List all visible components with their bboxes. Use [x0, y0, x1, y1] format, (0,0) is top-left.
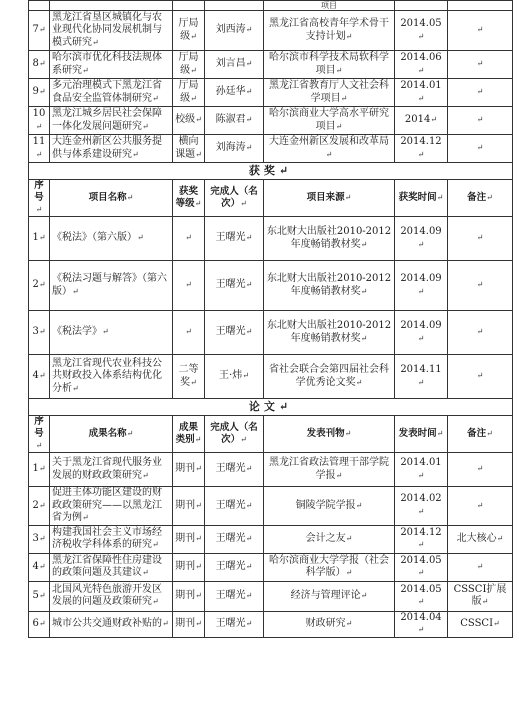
table-row: [29, 487, 513, 526]
header-name: 项目名称↵: [50, 180, 173, 217]
return-mark-icon: ↵: [360, 333, 368, 343]
return-mark-icon: ↵: [162, 618, 169, 628]
return-mark-icon: ↵: [35, 121, 43, 131]
return-mark-icon: ↵: [245, 143, 253, 153]
papers-note: [448, 453, 513, 487]
papers-name: 北国风光特色旅游开发区发展的问题及政策研究↵: [50, 581, 173, 611]
project-note: [448, 11, 513, 51]
papers-name: 关于黑龙江省现代服务业发展的财政政策研究↵: [50, 453, 173, 487]
return-mark-icon: ↵: [245, 533, 253, 543]
header-time: 获奖时间↵: [395, 180, 448, 217]
return-mark-icon: ↵: [476, 500, 484, 510]
papers-note: CSSCI↵: [448, 611, 513, 637]
return-mark-icon: ↵: [360, 286, 368, 296]
papers-note: [448, 487, 513, 526]
return-mark-icon: ↵: [417, 506, 425, 516]
row-number: 7↵: [29, 11, 50, 51]
return-mark-icon: ↵: [185, 327, 192, 337]
return-mark-icon: ↵: [195, 115, 202, 125]
return-mark-icon: ↵: [240, 199, 247, 208]
return-mark-icon: ↵: [335, 121, 343, 131]
papers-person: 王曙光↵: [205, 611, 264, 637]
return-mark-icon: ↵: [82, 65, 89, 75]
project-time: 2014.12↵: [395, 135, 448, 163]
project-level: 横向课题↵: [173, 135, 205, 163]
return-mark-icon: ↵: [38, 533, 46, 543]
row-number: 9↵: [29, 79, 50, 107]
papers-person: 王曙光↵: [205, 581, 264, 611]
return-mark-icon: ↵: [38, 87, 46, 97]
project-person: 刘西涛↵: [205, 11, 264, 51]
return-mark-icon: ↵: [38, 618, 46, 628]
project-level: 校级↵: [173, 107, 205, 135]
awards-level: 二等奖↵: [173, 355, 205, 399]
achievement-table: [28, 0, 513, 638]
return-mark-icon: ↵: [476, 280, 484, 290]
awards-no: 4↵: [29, 355, 50, 399]
return-mark-icon: ↵: [345, 31, 353, 41]
return-mark-icon: ↵: [493, 618, 500, 628]
return-mark-icon: ↵: [335, 470, 343, 480]
return-mark-icon: ↵: [82, 513, 89, 522]
return-mark-icon: ↵: [360, 239, 368, 249]
row-number: 10↵: [29, 107, 50, 135]
papers-source: 财政研究↵: [264, 611, 395, 637]
header-person: 完成人（名次）↵: [205, 416, 264, 453]
awards-no: 3↵: [29, 311, 50, 355]
return-mark-icon: ↵: [242, 371, 249, 381]
return-mark-icon: ↵: [245, 618, 253, 628]
fragment-cell: [395, 1, 448, 11]
return-mark-icon: ↵: [38, 561, 46, 571]
fragment-cell: [173, 1, 205, 11]
table-row: [29, 1, 513, 11]
papers-source: 铜陵学院学报↵: [264, 487, 395, 526]
papers-level: 期刊↵: [173, 525, 205, 553]
project-note: [448, 79, 513, 107]
return-mark-icon: ↵: [190, 377, 197, 387]
return-mark-icon: ↵: [345, 568, 353, 577]
awards-name: 黑龙江省现代农业科技公共财政投入体系结构优化分析↵: [50, 355, 173, 399]
return-mark-icon: ↵: [152, 93, 159, 103]
papers-section-title: 论文↵: [29, 399, 513, 416]
awards-time: 2014.09↵: [395, 217, 448, 261]
project-level: 厅局级↵: [173, 51, 205, 79]
return-mark-icon: ↵: [476, 115, 484, 125]
return-mark-icon: ↵: [38, 500, 46, 510]
return-mark-icon: ↵: [345, 618, 353, 628]
papers-name: 城市公共交通财政补贴的↵: [50, 611, 173, 637]
return-mark-icon: ↵: [190, 31, 197, 41]
return-mark-icon: ↵: [245, 464, 253, 474]
papers-name: 黑龙江省保障性住房建设的政策问题及其建议↵: [50, 553, 173, 581]
return-mark-icon: ↵: [417, 625, 425, 634]
return-mark-icon: ↵: [476, 233, 484, 243]
fragment-cell: [50, 1, 173, 11]
papers-level: 期刊↵: [173, 581, 205, 611]
project-name: 多元治理模式下黑龙江省食品安全监管体制研究↵: [50, 79, 173, 107]
return-mark-icon: ↵: [38, 280, 46, 290]
return-mark-icon: ↵: [38, 464, 46, 474]
header-person: 完成人（名次）↵: [205, 180, 264, 217]
papers-person: 王曙光↵: [205, 525, 264, 553]
return-mark-icon: ↵: [335, 65, 343, 75]
return-mark-icon: ↵: [355, 500, 363, 510]
papers-level: 期刊↵: [173, 453, 205, 487]
return-mark-icon: ↵: [126, 429, 134, 438]
return-mark-icon: ↵: [185, 233, 192, 243]
return-mark-icon: ↵: [38, 25, 46, 35]
return-mark-icon: ↵: [152, 597, 159, 606]
project-level: 厅局级↵: [173, 11, 205, 51]
project-source: 哈尔滨商业大学高水平研究项目↵: [264, 107, 395, 135]
awards-header-row: [29, 180, 513, 217]
return-mark-icon: ↵: [72, 286, 79, 296]
return-mark-icon: ↵: [417, 568, 425, 577]
awards-time: 2014.11↵: [395, 355, 448, 399]
return-mark-icon: ↵: [340, 93, 348, 103]
awards-level: [173, 261, 205, 311]
project-name: 黑龙江城乡居民社会保障一体化发展问题研究↵: [50, 107, 173, 135]
project-person: 陈淑君↵: [205, 107, 264, 135]
awards-person: 王曙光↵: [205, 217, 264, 261]
papers-level: 期刊↵: [173, 611, 205, 637]
return-mark-icon: ↵: [345, 533, 353, 543]
return-mark-icon: ↵: [476, 87, 484, 97]
return-mark-icon: ↵: [344, 429, 352, 438]
return-mark-icon: ↵: [194, 435, 202, 444]
return-mark-icon: ↵: [344, 193, 352, 202]
papers-no: 2↵: [29, 487, 50, 526]
return-mark-icon: ↵: [476, 464, 484, 474]
return-mark-icon: ↵: [496, 533, 504, 543]
awards-source: 东北财大出版社2010-2012年度畅销教材奖↵: [264, 311, 395, 355]
return-mark-icon: ↵: [417, 65, 425, 75]
papers-section-title-row: [29, 399, 513, 416]
return-mark-icon: ↵: [355, 377, 363, 387]
papers-note: [448, 553, 513, 581]
header-note: 备注↵: [448, 180, 513, 217]
row-number: 8↵: [29, 51, 50, 79]
table-row: [29, 553, 513, 581]
papers-level: 期刊↵: [173, 553, 205, 581]
awards-source: 东北财大出版社2010-2012年度畅销教材奖↵: [264, 261, 395, 311]
return-mark-icon: ↵: [38, 233, 46, 243]
papers-note: CSSCI扩展版↵: [448, 581, 513, 611]
return-mark-icon: ↵: [245, 115, 253, 125]
table-row: [29, 217, 513, 261]
awards-no: 2↵: [29, 261, 50, 311]
project-name: 黑龙江省垦区城镇化与农业现代化协同发展机制与模式研究↵: [50, 11, 173, 51]
table-row: [29, 11, 513, 51]
project-source: 哈尔滨市科学技术局软科学项目↵: [264, 51, 395, 79]
awards-time: 2014.09↵: [395, 261, 448, 311]
return-mark-icon: ↵: [137, 233, 144, 243]
papers-name: 促进主体功能区建设的财政政策研究——以黑龙江省为例↵: [50, 487, 173, 526]
return-mark-icon: ↵: [245, 233, 253, 243]
return-mark-icon: ↵: [195, 500, 202, 510]
header-time: 发表时间↵: [395, 416, 448, 453]
return-mark-icon: ↵: [35, 441, 43, 450]
awards-section-title: 获奖↵: [29, 163, 513, 180]
return-mark-icon: ↵: [142, 470, 149, 480]
return-mark-icon: ↵: [417, 333, 425, 343]
awards-source: 省社会联合会第四届社会科学优秀论文奖↵: [264, 355, 395, 399]
project-name: 大连金州新区公共服务提供与体系建设研究↵: [50, 135, 173, 163]
project-source: 黑龙江省教育厅人文社会科学项目↵: [264, 79, 395, 107]
return-mark-icon: ↵: [417, 31, 425, 41]
return-mark-icon: ↵: [245, 280, 253, 290]
awards-note: [448, 355, 513, 399]
return-mark-icon: ↵: [38, 590, 46, 600]
table-body: [29, 1, 513, 638]
header-source: 项目来源↵: [264, 180, 395, 217]
table-row: [29, 311, 513, 355]
table-row: [29, 107, 513, 135]
awards-note: [448, 261, 513, 311]
return-mark-icon: ↵: [194, 199, 202, 208]
return-mark-icon: ↵: [195, 561, 202, 571]
awards-source: 东北财大出版社2010-2012年度畅销教材奖↵: [264, 217, 395, 261]
return-mark-icon: ↵: [417, 149, 425, 159]
papers-no: 4↵: [29, 553, 50, 581]
papers-no: 5↵: [29, 581, 50, 611]
table-row: [29, 453, 513, 487]
header-source: 发表刊物↵: [264, 416, 395, 453]
return-mark-icon: ↵: [245, 327, 253, 337]
papers-source: 经济与管理评论↵: [264, 581, 395, 611]
papers-source: 会计之友↵: [264, 525, 395, 553]
papers-no: 6↵: [29, 611, 50, 637]
fragment-cell: 项目: [264, 1, 395, 11]
awards-person: 王·炜↵: [205, 355, 264, 399]
awards-name: 《税法习题与解答》（第六版）↵: [50, 261, 173, 311]
return-mark-icon: ↵: [195, 590, 202, 600]
header-level: 获奖等级↵: [173, 180, 205, 217]
table-row: [29, 355, 513, 399]
papers-time: 2014.05↵: [395, 553, 448, 581]
papers-time: 2014.04↵: [395, 611, 448, 637]
return-mark-icon: ↵: [38, 327, 46, 337]
return-mark-icon: ↵: [360, 590, 368, 600]
project-source: 大连金州新区发展和改革局↵: [264, 135, 395, 163]
papers-time: 2014.12↵: [395, 525, 448, 553]
table-row: [29, 135, 513, 163]
awards-level: [173, 311, 205, 355]
return-mark-icon: ↵: [430, 115, 438, 125]
project-source: 黑龙江省高校青年学术骨干支持计划↵: [264, 11, 395, 51]
return-mark-icon: ↵: [152, 540, 159, 549]
return-mark-icon: ↵: [476, 561, 484, 571]
project-note: [448, 51, 513, 79]
header-no: 序号↵: [29, 180, 50, 217]
papers-source: 黑龙江省政法管理干部学院学报↵: [264, 453, 395, 487]
return-mark-icon: ↵: [190, 65, 197, 75]
return-mark-icon: ↵: [436, 193, 444, 202]
row-number: 11↵: [29, 135, 50, 163]
return-mark-icon: ↵: [245, 500, 253, 510]
return-mark-icon: ↵: [476, 143, 484, 153]
return-mark-icon: ↵: [240, 435, 247, 444]
return-mark-icon: ↵: [35, 149, 43, 159]
return-mark-icon: ↵: [35, 205, 43, 214]
awards-time: 2014.09↵: [395, 311, 448, 355]
papers-level: 期刊↵: [173, 487, 205, 526]
return-mark-icon: ↵: [190, 93, 197, 103]
header-note: 备注↵: [448, 416, 513, 453]
papers-time: 2014.05↵: [395, 581, 448, 611]
papers-person: 王曙光↵: [205, 487, 264, 526]
return-mark-icon: ↵: [417, 470, 425, 480]
return-mark-icon: ↵: [142, 568, 149, 577]
return-mark-icon: ↵: [417, 540, 425, 549]
awards-level: [173, 217, 205, 261]
fragment-cell: [29, 1, 50, 11]
return-mark-icon: ↵: [476, 327, 484, 337]
return-mark-icon: ↵: [195, 464, 202, 474]
project-time: 2014.05↵: [395, 11, 448, 51]
project-person: 刘言昌↵: [205, 51, 264, 79]
return-mark-icon: ↵: [417, 597, 425, 606]
awards-name: 《税法学》↵: [50, 311, 173, 355]
return-mark-icon: ↵: [325, 149, 333, 159]
project-time: 2014.01↵: [395, 79, 448, 107]
return-mark-icon: ↵: [195, 618, 202, 628]
return-mark-icon: ↵: [72, 383, 79, 393]
return-mark-icon: ↵: [417, 93, 425, 103]
table-row: [29, 581, 513, 611]
return-mark-icon: ↵: [142, 121, 149, 131]
awards-person: 王曙光↵: [205, 261, 264, 311]
papers-time: 2014.02↵: [395, 487, 448, 526]
return-mark-icon: ↵: [417, 286, 425, 296]
project-note: [448, 107, 513, 135]
return-mark-icon: ↵: [132, 149, 139, 159]
table-row: [29, 611, 513, 637]
return-mark-icon: ↵: [245, 25, 253, 35]
return-mark-icon: ↵: [486, 429, 493, 438]
papers-no: 3↵: [29, 525, 50, 553]
return-mark-icon: ↵: [195, 533, 202, 543]
papers-person: 王曙光↵: [205, 453, 264, 487]
table-row: [29, 51, 513, 79]
papers-source: 哈尔滨商业大学学报（社会科学版）↵: [264, 553, 395, 581]
papers-note: 北大核心↵: [448, 525, 513, 553]
papers-time: 2014.01↵: [395, 453, 448, 487]
table-row: [29, 525, 513, 553]
header-level: 成果类别↵: [173, 416, 205, 453]
project-level: 厅局级↵: [173, 79, 205, 107]
awards-section-title-row: [29, 163, 513, 180]
project-person: 刘海涛↵: [205, 135, 264, 163]
awards-note: [448, 217, 513, 261]
header-name: 成果名称↵: [50, 416, 173, 453]
return-mark-icon: ↵: [38, 371, 46, 381]
table-row: [29, 261, 513, 311]
papers-person: 王曙光↵: [205, 553, 264, 581]
fragment-cell: [205, 1, 264, 11]
return-mark-icon: ↵: [476, 25, 484, 35]
return-mark-icon: ↵: [185, 280, 192, 290]
project-time: 2014.06↵: [395, 51, 448, 79]
awards-note: [448, 311, 513, 355]
return-mark-icon: ↵: [476, 371, 484, 381]
header-no: 序号↵: [29, 416, 50, 453]
return-mark-icon: ↵: [481, 597, 489, 606]
project-name: 哈尔滨市优化科技法规体系研究↵: [50, 51, 173, 79]
project-person: 孙廷华↵: [205, 79, 264, 107]
return-mark-icon: ↵: [476, 59, 484, 69]
return-mark-icon: ↵: [245, 590, 253, 600]
papers-no: 1↵: [29, 453, 50, 487]
return-mark-icon: ↵: [417, 239, 425, 249]
return-mark-icon: ↵: [245, 561, 253, 571]
fragment-cell: [448, 1, 513, 11]
awards-person: 王曙光↵: [205, 311, 264, 355]
project-time: 2014↵: [395, 107, 448, 135]
return-mark-icon: ↵: [245, 59, 253, 69]
return-mark-icon: ↵: [245, 87, 253, 97]
return-mark-icon: ↵: [417, 377, 425, 387]
awards-name: 《税法》（第六版）↵: [50, 217, 173, 261]
return-mark-icon: ↵: [92, 37, 99, 47]
table-row: [29, 79, 513, 107]
project-note: [448, 135, 513, 163]
return-mark-icon: ↵: [102, 327, 109, 337]
papers-name: 构建我国社会主义市场经济税收学科体系的研究↵: [50, 525, 173, 553]
return-mark-icon: ↵: [195, 149, 202, 159]
return-mark-icon: ↵: [126, 193, 134, 202]
return-mark-icon: ↵: [486, 193, 493, 202]
papers-header-row: [29, 416, 513, 453]
return-mark-icon: ↵: [38, 59, 46, 69]
awards-no: 1↵: [29, 217, 50, 261]
return-mark-icon: ↵: [436, 429, 444, 438]
